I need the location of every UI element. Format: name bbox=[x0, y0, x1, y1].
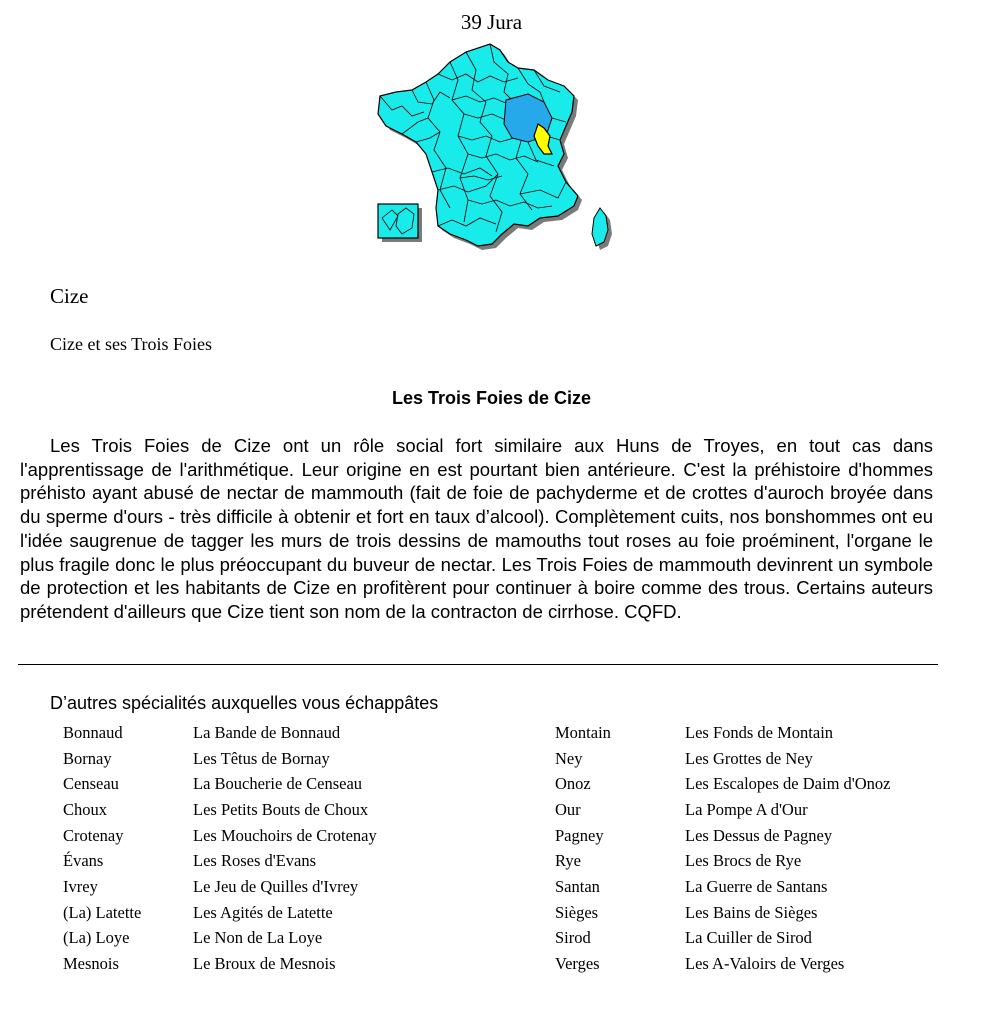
table-row bbox=[63, 771, 377, 797]
others-heading: D’autres spécialités auxquelles vous échappâtes bbox=[50, 693, 439, 713]
place-name: Sirod bbox=[555, 928, 591, 948]
table-row bbox=[555, 771, 891, 797]
table-row bbox=[63, 848, 377, 874]
table-row bbox=[63, 900, 377, 926]
specialty-name: La Guerre de Santans bbox=[685, 876, 828, 896]
specialty-name: Les Dessus de Pagney bbox=[685, 825, 833, 845]
place-name: (La) Latette bbox=[63, 902, 142, 922]
place-name: Choux bbox=[63, 799, 108, 819]
place-name: Ivrey bbox=[63, 876, 98, 896]
article-body: Les Trois Foies de Cize ont un rôle social fort similaire aux Huns de Troyes, en tout cas dans l'apprentissage de l'arithmétique. Leur origine en est pourtant bien antérieure. C'est la préhistoire d'hommes préhisto ayant abusé de nectar de mammouth (fait de foie de pachyderme et de crottes d'auroch broyée dans du sperme d'ours - très difficile à obtenir et fort en taux d’alcool). Complètement cuits, nos bonshommes ont eu l'idée saugrenue de tagger les murs de trois dessins de mamouths tout roses au foie proéminent, l'organe le plus fragile donc le plus préoccupant du buveur de nectar. Les Trois Foies de mammouth devinrent un symbole de protection et les habitants de Cize en profitèrent pour continuer à boire comme des trous. Certains auteurs prétendent d'ailleurs que Cize tient son nom de la contracton de cirrhose. CQFD. bbox=[20, 435, 933, 622]
map-overseas-inset bbox=[378, 204, 418, 238]
table-row bbox=[63, 720, 377, 746]
specialty-name: La Pompe A d'Our bbox=[685, 799, 808, 819]
table-row bbox=[63, 951, 377, 977]
specialty-name: Les Roses d'Evans bbox=[193, 851, 317, 871]
specialties-table-left bbox=[63, 720, 377, 977]
place-name: Crotenay bbox=[63, 825, 124, 845]
table-row bbox=[63, 926, 377, 952]
commune-name: Cize bbox=[50, 284, 89, 308]
specialty-name: Le Broux de Mesnois bbox=[193, 954, 336, 974]
place-name: Évans bbox=[63, 851, 104, 871]
specialty-name: Les Brocs de Rye bbox=[685, 851, 802, 871]
place-name: Our bbox=[555, 799, 581, 819]
specialty-name: Les Petits Bouts de Choux bbox=[193, 799, 369, 819]
specialty-name: Les Têtus de Bornay bbox=[193, 748, 330, 768]
place-name: Bornay bbox=[63, 748, 112, 768]
place-name: Onoz bbox=[555, 774, 591, 794]
page-title: 39 Jura bbox=[460, 10, 523, 34]
place-name: Censeau bbox=[63, 774, 119, 794]
specialty-name: Le Jeu de Quilles d'Ivrey bbox=[193, 876, 359, 896]
place-name: Ney bbox=[555, 748, 583, 768]
table-row bbox=[555, 874, 891, 900]
specialty-name: Les Fonds de Montain bbox=[685, 722, 834, 742]
france-map-image bbox=[368, 40, 616, 255]
table-row bbox=[555, 926, 891, 952]
specialty-name: Le Non de La Loye bbox=[193, 928, 323, 948]
table-row bbox=[63, 874, 377, 900]
table-row bbox=[63, 797, 377, 823]
place-name: (La) Loye bbox=[63, 928, 130, 948]
specialty-name: Les Bains de Sièges bbox=[685, 902, 818, 922]
table-row bbox=[555, 900, 891, 926]
specialty-name: Les A-Valoirs de Verges bbox=[685, 954, 845, 974]
table-row bbox=[555, 720, 891, 746]
table-row bbox=[555, 746, 891, 772]
table-row bbox=[555, 848, 891, 874]
place-name: Mesnois bbox=[63, 954, 119, 974]
place-name: Bonnaud bbox=[63, 722, 123, 742]
table-row bbox=[555, 951, 891, 977]
specialty-name: Les Grottes de Ney bbox=[685, 748, 813, 768]
commune-subtitle: Cize et ses Trois Foies bbox=[50, 334, 213, 354]
article-heading: Les Trois Foies de Cize bbox=[391, 388, 592, 408]
specialties-table-right bbox=[555, 720, 891, 977]
table-row bbox=[555, 823, 891, 849]
place-name: Verges bbox=[555, 954, 600, 974]
specialty-name: La Boucherie de Censeau bbox=[193, 774, 363, 794]
place-name: Sièges bbox=[555, 902, 599, 922]
specialty-name: La Cuiller de Sirod bbox=[685, 928, 812, 948]
place-name: Santan bbox=[555, 876, 600, 896]
place-name: Montain bbox=[555, 722, 611, 742]
table-row bbox=[63, 746, 377, 772]
table-row bbox=[63, 823, 377, 849]
specialty-name: Les Mouchoirs de Crotenay bbox=[193, 825, 377, 845]
divider bbox=[18, 664, 938, 665]
specialty-name: Les Agités de Latette bbox=[193, 902, 333, 922]
specialty-name: La Bande de Bonnaud bbox=[193, 722, 341, 742]
table-row bbox=[555, 797, 891, 823]
specialty-name: Les Escalopes de Daim d'Onoz bbox=[685, 774, 891, 794]
place-name: Rye bbox=[555, 851, 581, 871]
place-name: Pagney bbox=[555, 825, 604, 845]
